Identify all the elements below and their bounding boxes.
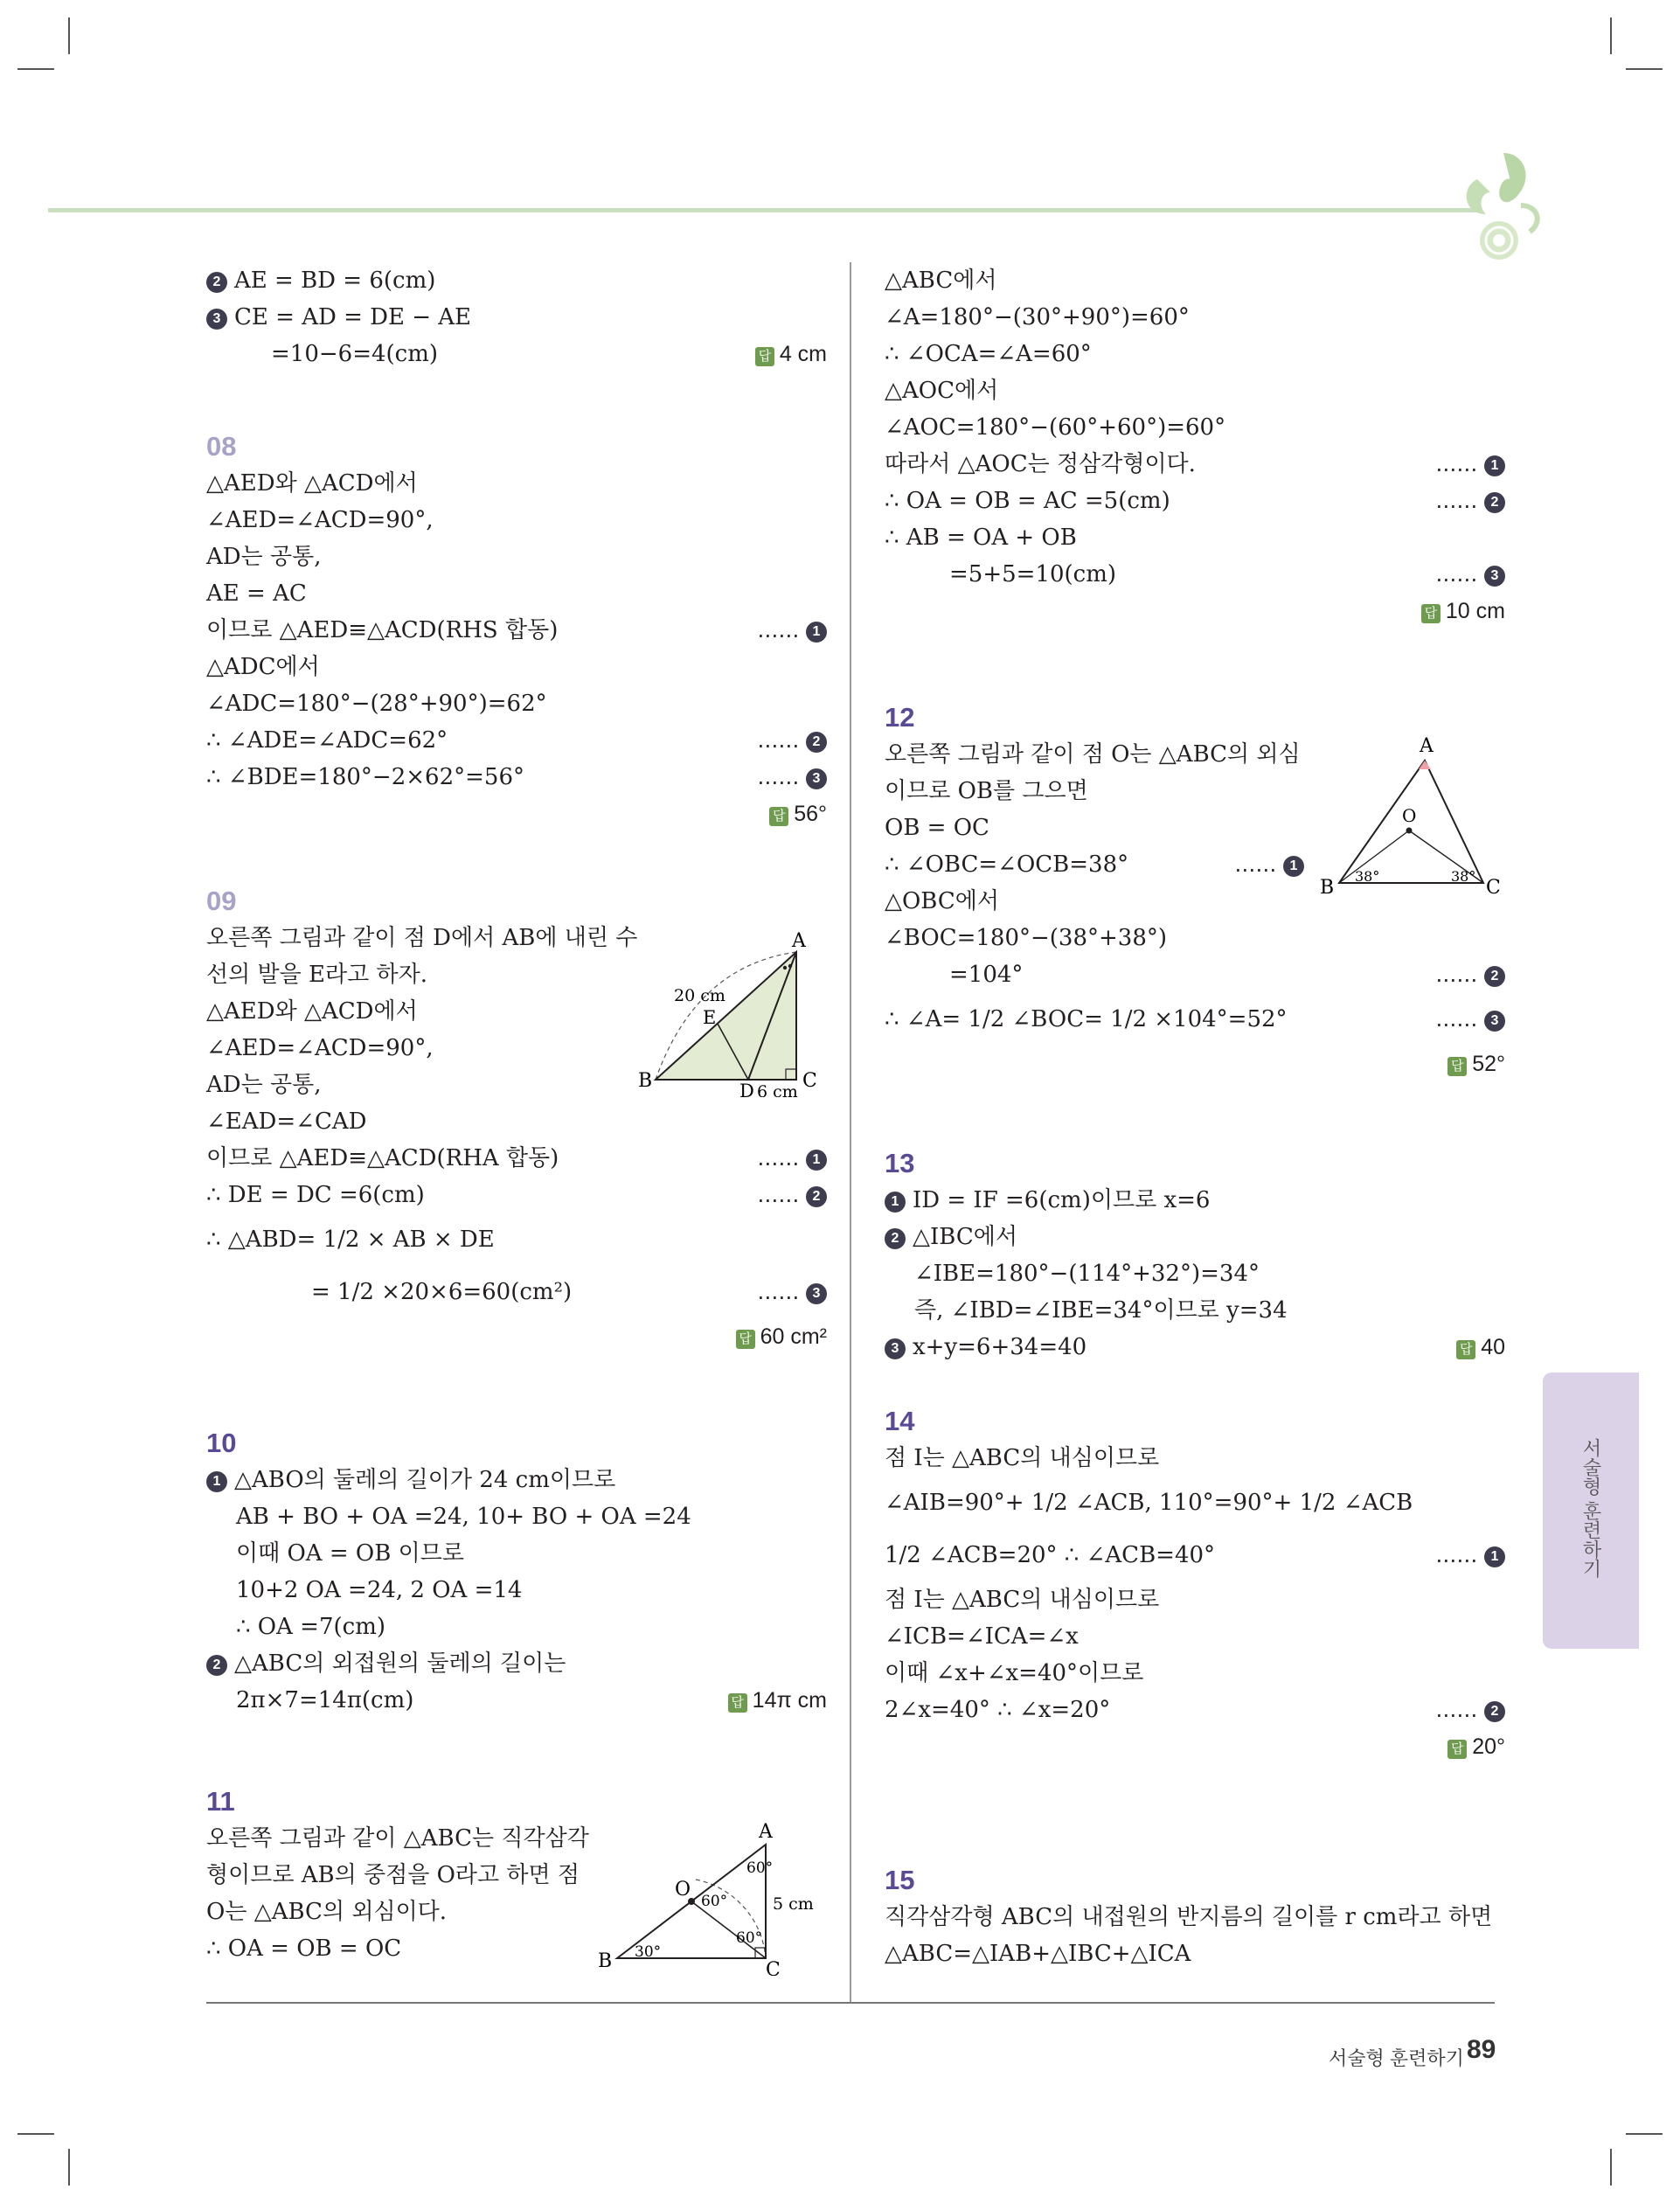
crop-mark <box>1626 2133 1663 2135</box>
solution-line: AB + BO + OA =24, 10+ BO + OA =24 <box>236 1504 691 1530</box>
column-divider <box>850 262 851 2002</box>
solution-line: △AED와 △ACD에서 <box>206 998 418 1025</box>
solution-line: AD는 공통, <box>206 544 322 570</box>
fig-label: A <box>792 931 806 952</box>
solution-line: 오른쪽 그림과 같이 점 O는 △ABC의 외심 <box>885 741 1301 768</box>
fig-label: 38° <box>1355 868 1380 885</box>
solution-14 <box>885 1403 1505 1765</box>
header-rule <box>48 208 1482 212</box>
solution-line: 이때 ∠x+∠x=40°이므로 <box>885 1660 1144 1686</box>
answer-line: 답 60 cm² <box>206 1318 827 1355</box>
problem-number: 13 <box>885 1148 915 1178</box>
solution-line: =104° …… 2 <box>885 956 1505 993</box>
problem-number: 12 <box>885 702 915 733</box>
solution-line: ∠ICB=∠ICA=∠x <box>885 1623 1079 1650</box>
solution-line: ∠AED=∠ACD=90°, <box>206 1035 434 1061</box>
problem-number: 15 <box>885 1865 915 1895</box>
answer-line: 답 56° <box>206 796 827 832</box>
solution-line: ∴ ∠ADE=∠ADC=62° …… 2 <box>206 722 827 759</box>
solution-line: 2 AE = BD = 6(cm) <box>206 262 827 299</box>
solution-line: ∴ OA = OB = OC <box>206 1935 402 1962</box>
solution-line: 따라서 △AOC는 정삼각형이다. …… 1 <box>885 446 1505 483</box>
solution-line: 직각삼각형 ABC의 내접원의 반지름의 길이를 r cm라고 하면 <box>885 1904 1493 1930</box>
solution-line: ∠AED=∠ACD=90°, <box>206 507 434 533</box>
solution-line: 2π×7=14π(cm) 답 14π cm <box>206 1682 827 1719</box>
fig-label: 6 cm <box>757 1082 798 1097</box>
side-tab-label: 서술형 훈련하기 <box>1580 1437 1602 1579</box>
solution-line: ∠AOC=180°−(60°+60°)=60° <box>885 414 1226 441</box>
solution-line: ∠IBE=180°−(114°+32°)=34° <box>914 1261 1260 1287</box>
solution-line: ∠A=180°−(30°+90°)=60° <box>885 304 1190 330</box>
figure-09 <box>626 931 827 1097</box>
solution-line: ∴ ∠BDE=180°−2×62°=56° …… 3 <box>206 759 827 796</box>
solution-line: =10−6=4(cm) 답 4 cm <box>206 336 827 372</box>
fig-label: C <box>802 1070 817 1092</box>
solution-line: 이때 OA = OB 이므로 <box>236 1540 464 1567</box>
crop-mark <box>17 68 54 70</box>
solution-11-cont <box>885 262 1505 629</box>
solution-line: AD는 공통, <box>206 1072 322 1098</box>
solution-10 <box>206 1425 827 1719</box>
solution-line: △OBC에서 <box>885 888 1000 914</box>
fig-label: E <box>703 1007 717 1028</box>
footer-rule <box>206 2002 1495 2004</box>
problem-number: 14 <box>885 1406 915 1436</box>
solution-line: 1/2 ∠ACB=20° ∴ ∠ACB=40° …… 1 <box>885 1529 1505 1581</box>
solution-line: AE = AC <box>206 580 307 607</box>
fig-label: 60° <box>701 1893 728 1910</box>
answer-line: 답 20° <box>885 1728 1505 1765</box>
solution-line: O는 △ABC의 외심이다. <box>206 1899 448 1925</box>
fig-label: D <box>739 1081 754 1097</box>
problem-number: 10 <box>206 1428 237 1458</box>
crop-mark <box>1610 17 1612 54</box>
crop-mark <box>1626 68 1663 70</box>
crop-mark <box>68 17 70 54</box>
solution-line: 선의 발을 E라고 하자. <box>206 962 427 988</box>
fig-label: 5 cm <box>773 1894 814 1914</box>
solution-line: 2∠x=40° ∴ ∠x=20° …… 2 <box>885 1692 1505 1728</box>
answer: 답 14π cm <box>728 1682 827 1719</box>
solution-line: 점 I는 △ABC의 내심이므로 <box>885 1445 1160 1471</box>
solution-line: = 1/2 ×20×6=60(cm²) …… 3 <box>206 1266 827 1318</box>
crop-mark <box>68 2149 70 2186</box>
solution-08 <box>206 428 827 832</box>
solution-line: ∴ ∠OCA=∠A=60° <box>885 341 1092 367</box>
fig-label: 60° <box>736 1929 763 1947</box>
fig-label: A <box>1420 735 1434 757</box>
solution-line: △AOC에서 <box>885 378 999 404</box>
answer-line: 답 10 cm <box>885 593 1505 629</box>
solution-line: 3 CE = AD = DE − AE <box>206 299 827 336</box>
figure-11 <box>591 1818 827 1976</box>
solution-line: 1 △ABO의 둘레의 길이가 24 cm이므로 <box>206 1462 827 1498</box>
problem-number: 08 <box>206 431 237 462</box>
leaf-ornament-icon <box>1451 144 1547 267</box>
fig-label: A <box>759 1821 773 1843</box>
solution-line: 10+2 OA =24, 2 OA =14 <box>236 1577 523 1603</box>
solution-line: 2 △IBC에서 <box>885 1219 1505 1255</box>
solution-line: 1 ID = IF =6(cm)이므로 x=6 <box>885 1182 1505 1219</box>
problem-number: 09 <box>206 886 237 916</box>
crop-mark <box>1610 2149 1612 2186</box>
solution-line: ∴ ∠A= 1/2 ∠BOC= 1/2 ×104°=52° …… 3 <box>885 993 1505 1046</box>
solution-11 <box>206 1783 827 1976</box>
solution-09 <box>206 883 827 1355</box>
fig-label: 20 cm <box>674 986 725 1005</box>
fig-label: O <box>1402 805 1417 826</box>
solution-line: △ABC에서 <box>885 268 997 294</box>
solution-line: ∴ DE = DC =6(cm) …… 2 <box>206 1177 827 1213</box>
problem-number: 11 <box>206 1786 235 1817</box>
solution-line: △ADC에서 <box>206 654 320 680</box>
page-number: 89 <box>1467 2035 1496 2064</box>
solution-line: △ABC=△IAB+△IBC+△ICA <box>885 1941 1191 1967</box>
footer-section-label: 서술형 훈련하기 <box>1329 2047 1464 2069</box>
solution-line: ∴ AB = OA + OB <box>885 525 1077 551</box>
answer-line: 답 52° <box>885 1046 1505 1082</box>
solution-line: ∴ OA =7(cm) <box>236 1614 385 1640</box>
solution-12 <box>885 699 1505 1082</box>
solution-line: 오른쪽 그림과 같이 △ABC는 직각삼각 <box>206 1825 589 1852</box>
solution-line: ∴ ∠OBC=∠OCB=38° …… 1 <box>885 846 1304 883</box>
solution-line: 형이므로 AB의 중점을 O라고 하면 점 <box>206 1862 580 1888</box>
solution-line: ∠EAD=∠CAD <box>206 1108 367 1135</box>
solution-07-tail <box>206 262 827 372</box>
fig-label: B <box>638 1070 653 1092</box>
solution-15 <box>885 1862 1505 1972</box>
solution-line: 즉, ∠IBD=∠IBE=34°이므로 y=34 <box>914 1297 1288 1324</box>
solution-line: ∠AIB=90°+ 1/2 ∠ACB, 110°=90°+ 1/2 ∠ACB <box>885 1490 1413 1516</box>
solution-line: 이므로 △AED≡△ACD(RHA 합동) …… 1 <box>206 1140 827 1177</box>
solution-line: OB = OC <box>885 815 989 841</box>
solution-line: ∠ADC=180°−(28°+90°)=62° <box>206 691 547 717</box>
fig-label: C <box>766 1959 781 1976</box>
crop-mark <box>17 2133 54 2135</box>
fig-label: O <box>675 1879 691 1901</box>
solution-line: ∴ OA = OB = AC =5(cm) …… 2 <box>885 483 1505 519</box>
solution-line: 이므로 △AED≡△ACD(RHS 합동) …… 1 <box>206 612 827 649</box>
solution-line: 점 I는 △ABC의 내심이므로 <box>885 1587 1160 1613</box>
fig-label: B <box>1320 877 1335 899</box>
solution-line: 오른쪽 그림과 같이 점 D에서 AB에 내린 수 <box>206 925 638 951</box>
answer: 답 40 <box>1456 1329 1505 1366</box>
solution-13 <box>885 1145 1505 1366</box>
solution-line: 이므로 OB를 그으면 <box>885 778 1088 804</box>
answer: 답 4 cm <box>755 336 827 372</box>
solution-line: 2 △ABC의 외접원의 둘레의 길이는 <box>206 1645 827 1682</box>
fig-label: 60° <box>746 1859 774 1877</box>
fig-label: C <box>1486 877 1501 899</box>
fig-label: 30° <box>635 1943 662 1961</box>
solution-line: ∴ △ABD= 1/2 × AB × DE <box>206 1227 495 1253</box>
fig-label: 38° <box>1451 868 1476 885</box>
solution-line: =5+5=10(cm) …… 3 <box>885 556 1505 593</box>
solution-line: △AED와 △ACD에서 <box>206 470 418 497</box>
solution-line: ∠BOC=180°−(38°+38°) <box>885 925 1168 951</box>
solution-line: 3 x+y=6+34=40 답 40 <box>885 1329 1505 1366</box>
fig-label: B <box>598 1950 613 1972</box>
figure-12 <box>1313 734 1505 909</box>
